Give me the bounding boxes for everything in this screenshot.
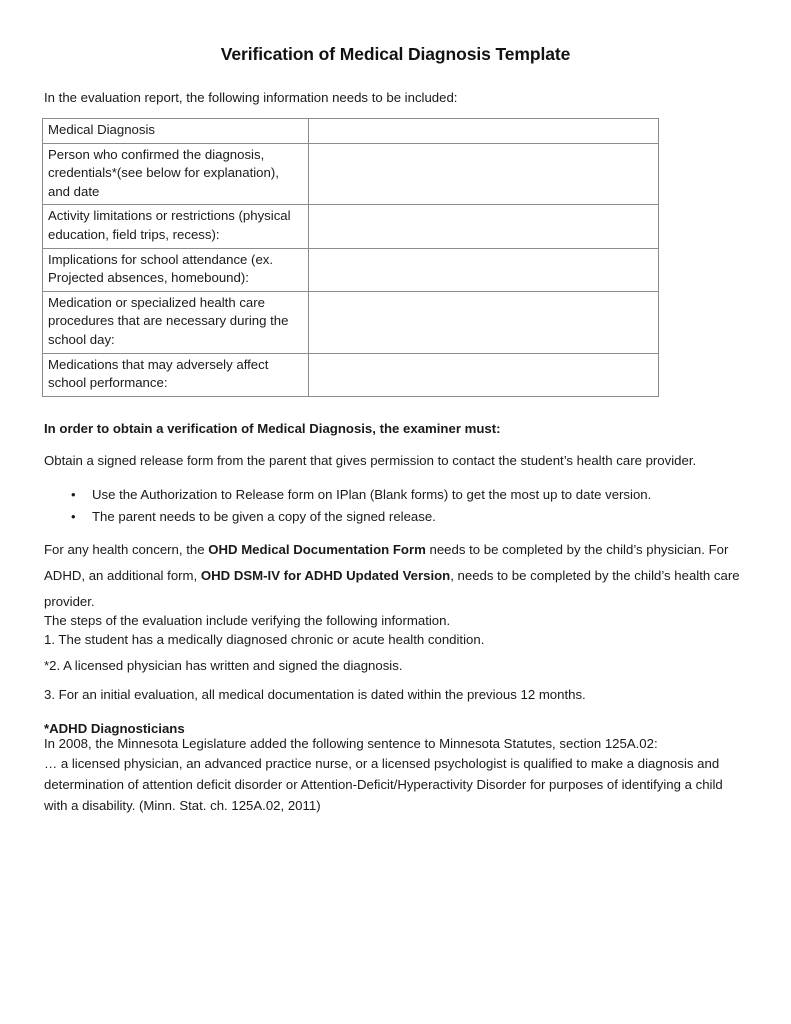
row-label-adverse-medications: Medications that may adversely affect school performance: — [43, 353, 309, 396]
required-forms-paragraph — [44, 537, 746, 615]
forms-text-part2: needs to be completed by the child’s physician. For ADHD, an additional form, — [44, 542, 729, 583]
table-row — [43, 248, 659, 291]
adhd-statute-quote: … a licensed physician, an advanced practice nurse, or a licensed psychologist is qualified to make a diagnosis and determination of attention deficit disorder or Attention-Deficit/Hyperactivity Disorder for purposes of identifying a child with a disability. (Minn. Stat. ch. 125A.02, 2011) — [44, 756, 723, 813]
table-row — [43, 119, 659, 144]
row-label-activity-limitations: Activity limitations or restrictions (physical education, field trips, recess): — [43, 205, 309, 248]
page-title: Verification of Medical Diagnosis Template — [220, 44, 571, 64]
forms-text-part3: , needs to be completed by the child’s health care provider. — [44, 568, 740, 609]
release-bullet-list — [44, 484, 744, 528]
row-value-medical-diagnosis[interactable] — [309, 119, 659, 144]
row-label-person-confirmed: Person who confirmed the diagnosis, credentials*(see below for explanation), and date — [43, 143, 309, 205]
adhd-statute-intro-line: In 2008, the Minnesota Legislature added the following sentence to Minnesota Statutes, section 125A.02: — [44, 736, 658, 751]
medical-diagnosis-table — [42, 118, 659, 397]
table-body — [43, 119, 659, 397]
list-item: • The parent needs to be given a copy of the signed release. — [92, 506, 744, 528]
row-value-activity-limitations[interactable] — [309, 205, 659, 248]
row-value-medication-procedures[interactable] — [309, 291, 659, 353]
intro-paragraph: In the evaluation report, the following information needs to be included: — [44, 90, 458, 105]
steps-intro-line: The steps of the evaluation include verifying the following information. — [44, 613, 451, 628]
row-value-adverse-medications[interactable] — [309, 353, 659, 396]
table-row — [43, 291, 659, 353]
adhd-diagnosticians-heading: *ADHD Diagnosticians — [44, 721, 185, 736]
table-row — [43, 205, 659, 248]
row-label-school-attendance: Implications for school attendance (ex. Projected absences, homebound): — [43, 248, 309, 291]
row-value-person-confirmed[interactable] — [309, 143, 659, 205]
row-label-medical-diagnosis: Medical Diagnosis — [43, 119, 309, 144]
step-1-line: 1. The student has a medically diagnosed chronic or acute health condition. — [44, 632, 485, 647]
examiner-heading: In order to obtain a verification of Medical Diagnosis, the examiner must: — [44, 421, 501, 436]
row-label-medication-procedures: Medication or specialized health care procedures that are necessary during the school day: — [43, 291, 309, 353]
table-row — [43, 353, 659, 396]
row-value-school-attendance[interactable] — [309, 248, 659, 291]
table-row — [43, 143, 659, 205]
ohd-dsm-iv-form-name: OHD DSM-IV for ADHD Updated Version — [200, 568, 451, 583]
step-2-line: *2. A licensed physician has written and signed the diagnosis. — [44, 658, 403, 673]
ohd-medical-documentation-form-name: OHD Medical Documentation Form — [208, 542, 426, 557]
evaluation-steps-group — [44, 611, 746, 649]
release-form-paragraph: Obtain a signed release form from the parent that gives permission to contact the student’s health care provider. — [44, 453, 697, 468]
step-3-line: 3. For an initial evaluation, all medical documentation is dated within the previous 12 months. — [44, 687, 586, 702]
list-item: • Use the Authorization to Release form on IPlan (Blank forms) to get the most up to date version. — [92, 484, 744, 506]
forms-text-part1: For any health concern, the — [44, 542, 209, 557]
